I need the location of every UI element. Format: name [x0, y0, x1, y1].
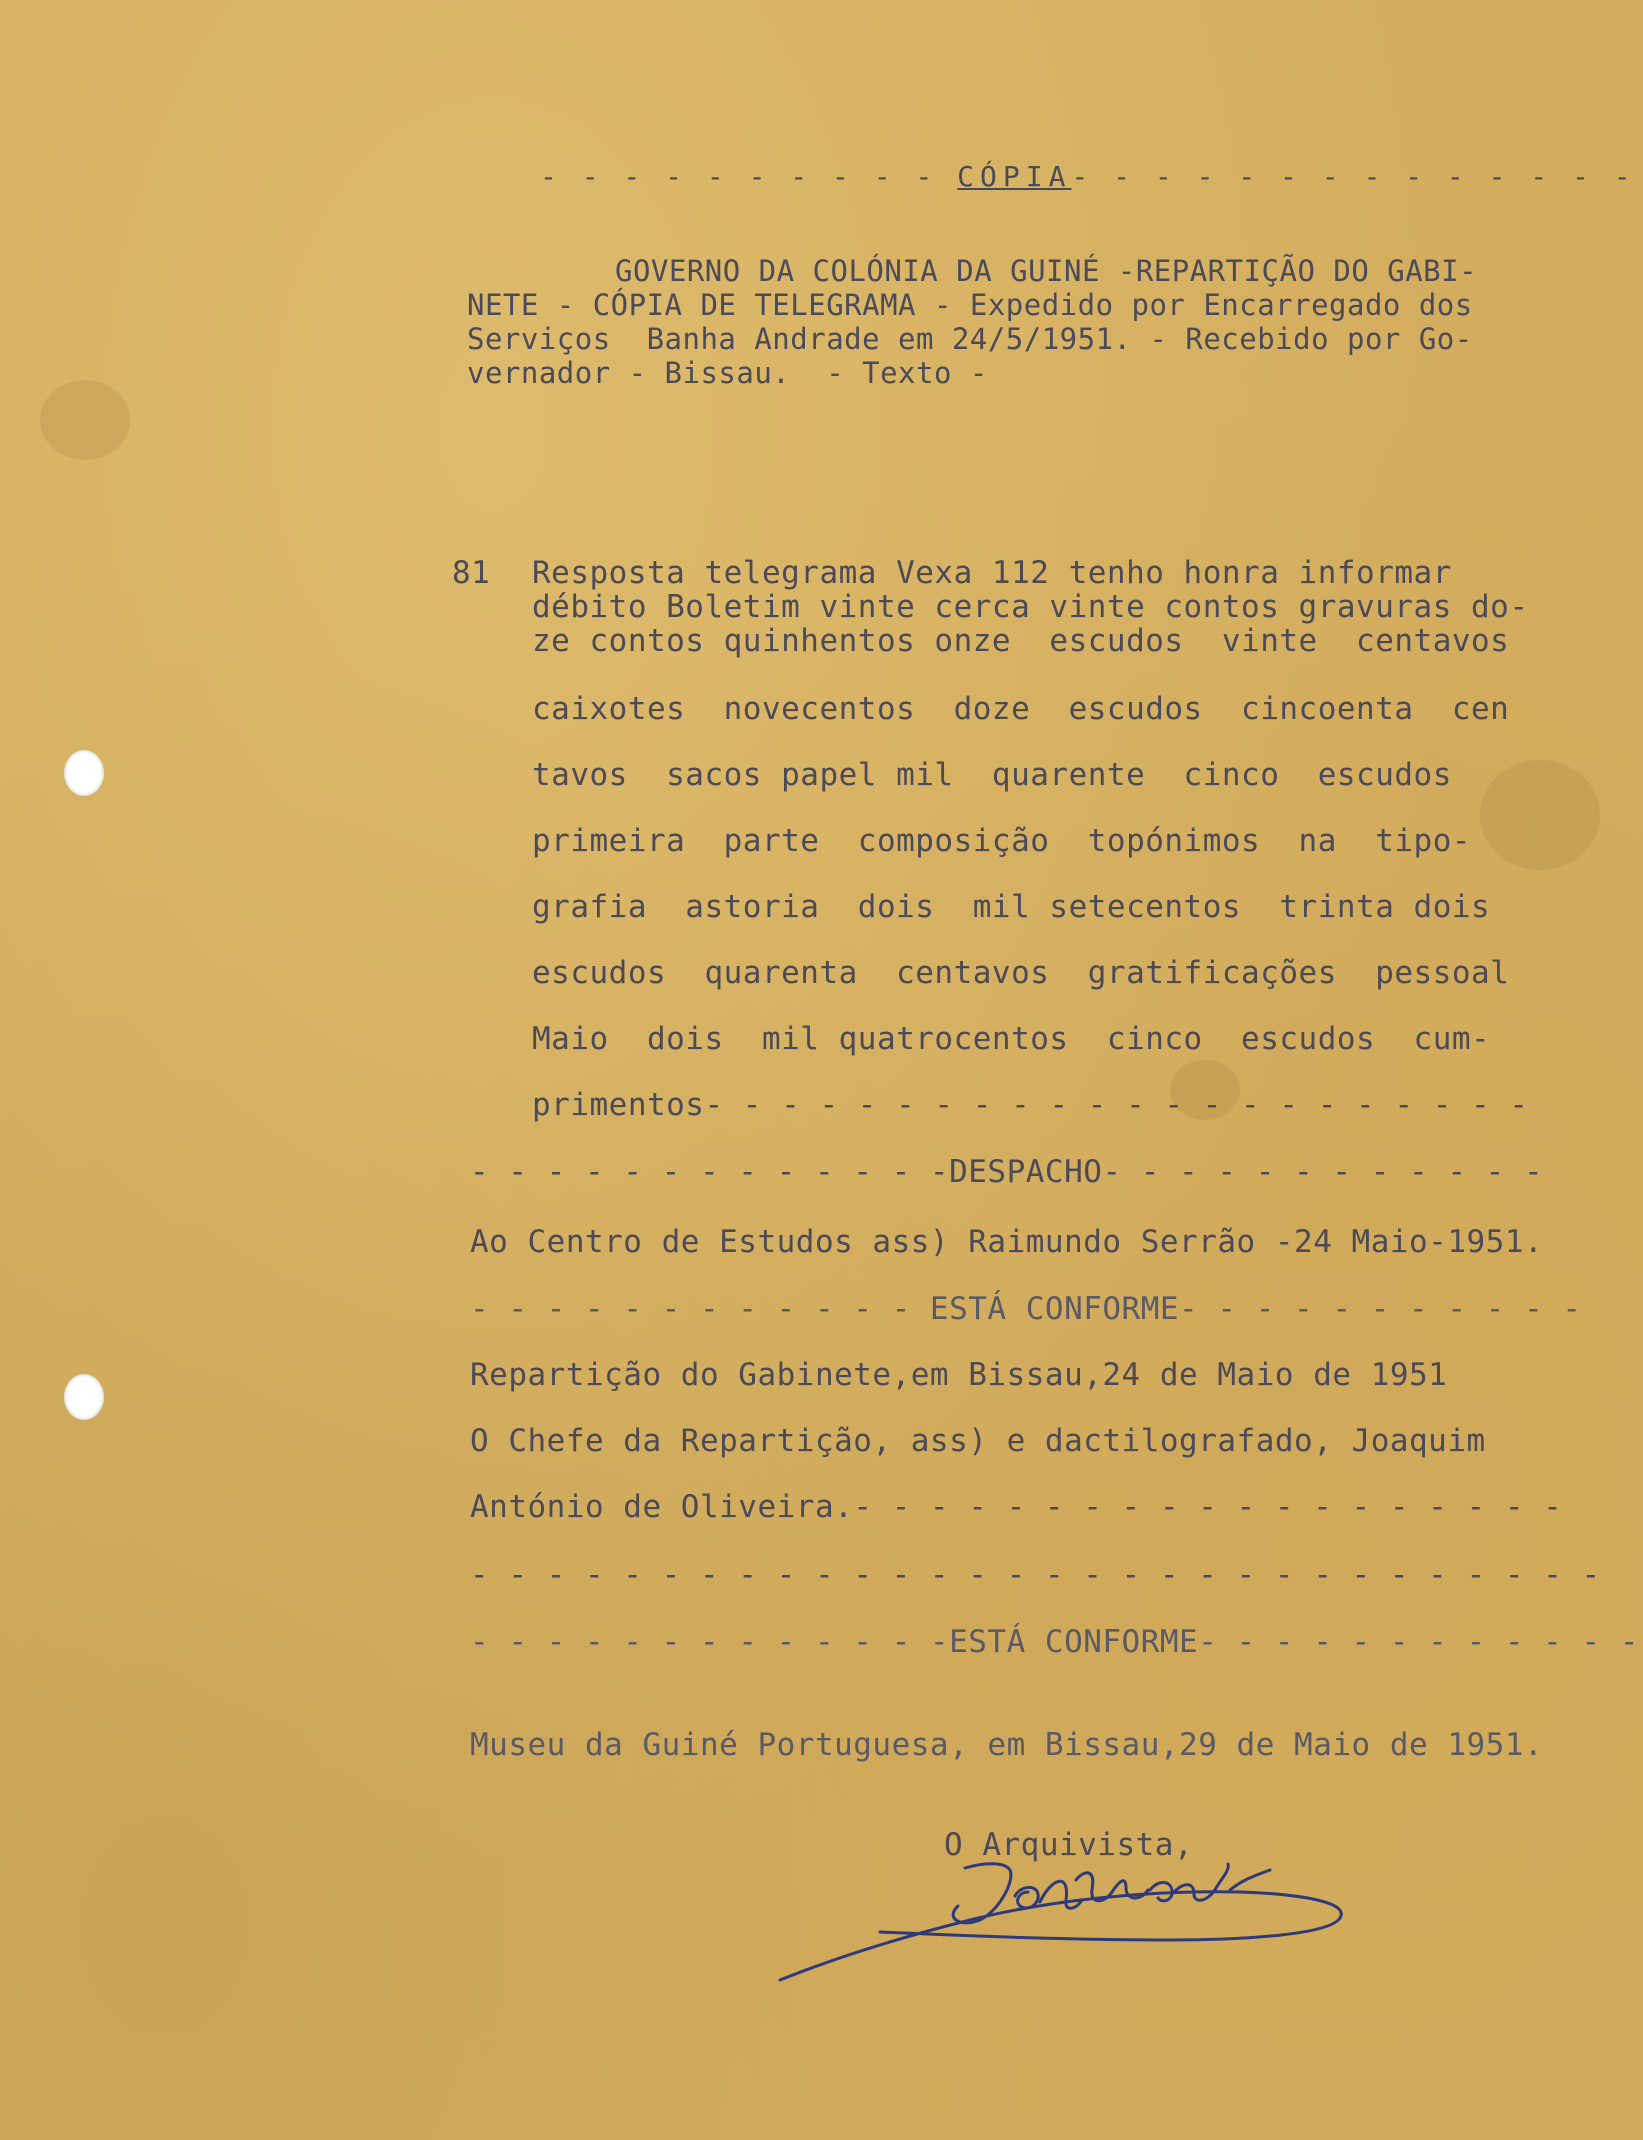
dash-separator: - - - - - - - - - - - - - - - - - - - - - - - - - - - - - - [470, 1557, 1601, 1593]
message-line-9: Maio dois mil quatrocentos cinco escudos cum- [532, 1021, 1491, 1057]
reparticao-line-1: Repartição do Gabinete,em Bissau,24 de Maio de 1951 [470, 1357, 1448, 1393]
stain [40, 380, 130, 460]
header-line-4: vernador - Bissau. - Texto - [467, 356, 988, 390]
signature-text: João Ahmed [770, 1840, 777, 1841]
reparticao-line-3: António de Oliveira.- - - - - - - - - - - - - - - - - - - [470, 1489, 1563, 1525]
museu-line: Museu da Guiné Portuguesa, em Bissau,29 de Maio de 1951. [470, 1727, 1544, 1763]
message-line-2: débito Boletim vinte cerca vinte contos gravuras do- [532, 589, 1529, 625]
header-line-2: NETE - CÓPIA DE TELEGRAMA - Expedido por Encarregado dos [467, 288, 1473, 322]
message-line-4: caixotes novecentos doze escudos cincoenta cen [532, 691, 1510, 727]
arquivista-label: O Arquivista, [944, 1827, 1194, 1863]
despacho-text: Ao Centro de Estudos ass) Raimundo Serrão -24 Maio-1951. [470, 1224, 1544, 1260]
header-line-1: GOVERNO DA COLÓNIA DA GUINÉ -REPARTIÇÃO DO GABI- [615, 254, 1478, 288]
punch-hole-bottom [64, 1374, 104, 1420]
message-line-8: escudos quarenta centavos gratificações pessoal [532, 955, 1510, 991]
message-line-5: tavos sacos papel mil quarente cinco escudos [532, 757, 1452, 793]
despacho-heading: - - - - - - - - - - - - -DESPACHO- - - - - - - - - - - - [470, 1154, 1544, 1190]
document-title: - - - - - - - - - - CÓPIA- - - - - - - - - - - - - - [540, 160, 1635, 193]
message-line-6: primeira parte composição topónimos na tipo- [532, 823, 1472, 859]
message-line-10: primentos- - - - - - - - - - - - - - - - - - - - - - [532, 1087, 1529, 1123]
conforme-heading-2: - - - - - - - - - - - - -ESTÁ CONFORME- - - - - - - - - - - - [470, 1624, 1639, 1660]
conforme-heading-1: - - - - - - - - - - - - ESTÁ CONFORME- - - - - - - - - - - [470, 1291, 1582, 1327]
stain [1480, 760, 1600, 870]
signature [770, 1840, 1370, 1990]
message-line-7: grafia astoria dois mil setecentos trinta dois [532, 889, 1491, 925]
message-line-1: Resposta telegrama Vexa 112 tenho honra informar [532, 555, 1452, 591]
title-text: CÓPIA [957, 160, 1072, 193]
header-line-3: Serviços Banha Andrade em 24/5/1951. - Recebido por Go- [467, 322, 1473, 356]
punch-hole-top [64, 750, 104, 796]
reparticao-line-2: O Chefe da Repartição, ass) e dactilografado, Joaquim [470, 1423, 1486, 1459]
message-line-3: ze contos quinhentos onze escudos vinte centavos [532, 623, 1510, 659]
message-number: 81 [452, 555, 491, 591]
